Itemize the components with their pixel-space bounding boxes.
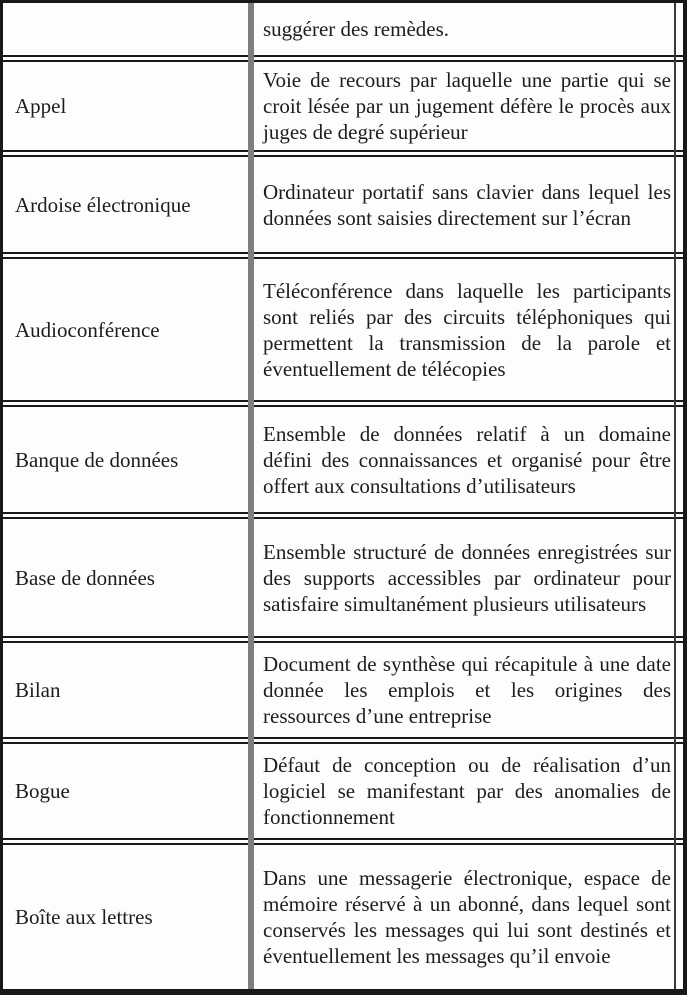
term-text: Ardoise électronique [15,192,191,217]
definition-text: Défaut de conception ou de réalisation d’un logiciel se manifestant par des anomalies de fonctionnement [263,753,671,829]
definition-cell [248,3,683,55]
definition-cell [248,407,683,512]
table-row [3,512,683,636]
definition-cell [248,643,683,737]
term-cell [3,519,248,636]
definition-text: Document de synthèse qui récapitule à une date donnée les emplois et les origines des ressources d’une entreprise [263,652,671,728]
table-row [3,150,683,252]
table-row [3,838,683,989]
term-text: Bogue [15,779,70,803]
definition-cell [248,157,683,252]
term-text: Bilan [15,678,61,702]
definition-cell [248,259,683,400]
definition-text: Ensemble de données relatif à un domaine défini des connaissances et organisé pour être offert aux consultations d’utilisateurs [263,421,671,498]
definition-text: Ensemble structuré de données enregistrées sur des supports accessibles par ordinateur pour satisfaire simultanément plusieurs utilisateurs [263,539,671,616]
term-cell [3,744,248,838]
table-right-inner-border [674,3,676,989]
term-cell [3,62,248,150]
term-text: Banque de données [15,447,179,472]
definition-text: suggérer des remèdes. [263,17,450,41]
definition-text: Téléconférence dans laquelle les participants sont reliés par des circuits téléphoniques qui permettent la transmission de la parole et éventuellement de télécopies [263,278,671,381]
definition-cell [248,744,683,838]
definition-cell [248,845,683,989]
definition-text: Dans une messagerie électronique, espace de mémoire réservé à un abonné, dans lequel sont conservés les messages qui lui sont destinés et éventuellement les messages qu’il envoie [263,866,671,968]
term-cell [3,407,248,512]
definition-cell [248,62,683,150]
table-row [3,737,683,838]
term-cell [3,643,248,737]
table-row [3,3,683,55]
definition-cell [248,519,683,636]
definition-text: Ordinateur portatif sans clavier dans lequel les données sont saisies directement sur l’écran [263,179,671,230]
term-text: Boîte aux lettres [15,905,153,929]
table-row [3,636,683,737]
term-cell [3,845,248,989]
definition-text: Voie de recours par laquelle une partie qui se croit lésée par un jugement défère le procès aux juges de degré supérieur [263,68,671,144]
table-row [3,252,683,400]
table-row [3,400,683,512]
term-text: Audioconférence [15,317,160,342]
column-divider [248,3,254,989]
term-cell [3,3,248,55]
term-cell [3,157,248,252]
table-row [3,55,683,150]
term-text: Appel [15,94,67,118]
term-cell [3,259,248,400]
term-text: Base de données [15,565,155,590]
